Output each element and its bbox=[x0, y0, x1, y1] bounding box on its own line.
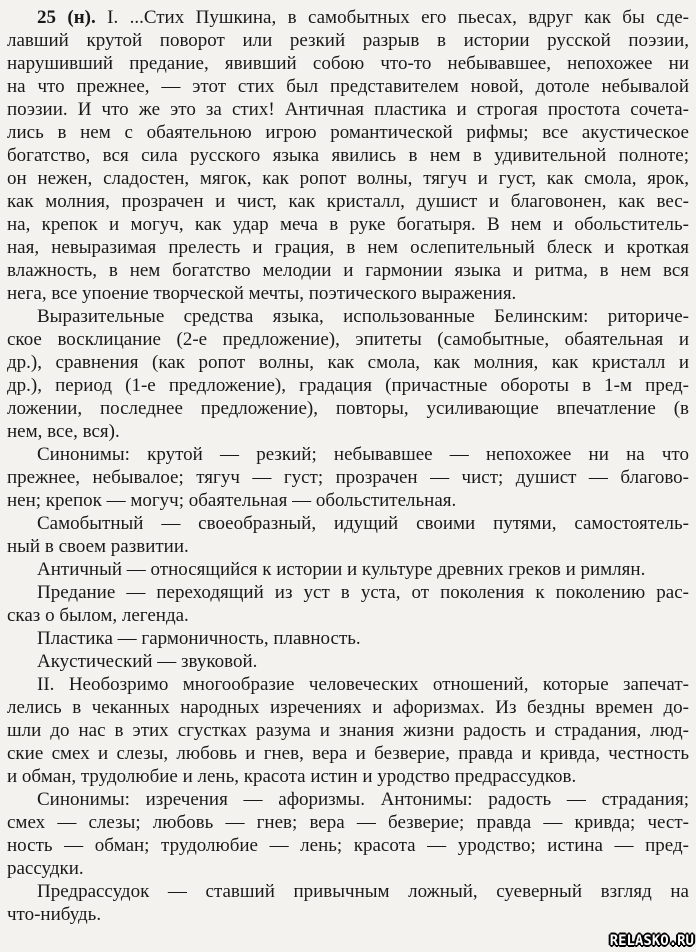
text-line: ские смех и слезы, любовь и гнев, вера и безверие, правда и кривда, честность bbox=[7, 743, 689, 764]
text-line: ность — обман; трудолюбие — лень; красота — уродство; истина — пред- bbox=[7, 835, 689, 856]
text-line: поэзии. И что же это за стих! Античная пластика и строгая простота сочета- bbox=[7, 99, 689, 120]
text-line-rest: I. ...Стих Пушкина, в самобытных его пьесах, вдруг как бы сде- bbox=[95, 7, 689, 28]
paragraph bbox=[7, 627, 689, 650]
text-line: смех — слезы; любовь — гнев; вера — безверие; правда — кривда; чест- bbox=[7, 812, 689, 833]
text-line: нарушивший предание, явивший собою что-то небывавшее, непохожее ни bbox=[7, 53, 689, 74]
text-line: ная, невыразимая прелесть и грация, в нем ослепительный блеск и кроткая bbox=[7, 237, 689, 258]
paragraph bbox=[7, 650, 689, 673]
text-line: Предание — переходящий из уст в уста, от поколения к поколению рас- bbox=[37, 582, 689, 603]
text-line: лавший крутой поворот или резкий разрыв в истории русской поэзии, bbox=[7, 30, 689, 51]
paragraph bbox=[7, 880, 689, 926]
paragraph bbox=[7, 305, 689, 443]
text-line: он нежен, сладостен, мягок, как ропот волны, тягуч и густ, как смола, ярок, bbox=[7, 168, 689, 189]
text-line: Выразительные средства языка, использованные Белинским: риториче- bbox=[37, 306, 689, 327]
text-line: как молния, прозрачен и чист, как кристалл, душист и благовонен, как вес- bbox=[7, 191, 689, 212]
paragraph bbox=[7, 581, 689, 627]
text-line: рассудки. bbox=[7, 858, 84, 879]
relasko-watermark: RELASKO.RU bbox=[609, 933, 694, 949]
paragraph bbox=[7, 6, 689, 305]
paragraph bbox=[7, 512, 689, 558]
text-line: Предрассудок — ставший привычным ложный, суеверный взгляд на bbox=[37, 881, 689, 902]
text-line: ный в своем развитии. bbox=[7, 536, 189, 557]
text-line: Самобытный — своеобразный, идущий своими путями, самостоятель- bbox=[37, 513, 689, 534]
paragraph bbox=[7, 788, 689, 880]
text-line: Античный — относящийся к истории и культуре древних греков и римлян. bbox=[37, 559, 646, 580]
text-line: что-нибудь. bbox=[7, 904, 102, 925]
exercise-text bbox=[7, 6, 689, 926]
text-line: сказ о былом, легенда. bbox=[7, 605, 189, 626]
text-line: нен; крепок — могуч; обаятельная — обольстительная. bbox=[7, 490, 457, 511]
text-line: ское восклицание (2-е предложение), эпитеты (самобытные, обаятельная и bbox=[7, 329, 689, 350]
text-line: Синонимы: крутой — резкий; небывавшее — непохожее ни на что bbox=[37, 444, 689, 465]
exercise-number: 25 (н). bbox=[37, 7, 96, 28]
paragraph bbox=[7, 558, 689, 581]
text-line: ложении, последнее предложение), повторы, усиливающие впечатление (в bbox=[7, 398, 689, 419]
text-line: II. Необозримо многообразие человеческих отношений, которые запечат- bbox=[37, 674, 689, 695]
text-line: Акустический — звуковой. bbox=[37, 651, 258, 672]
text-line: прежнее, небывалое; тягуч — густ; прозрачен — чист; душист — благово- bbox=[7, 467, 689, 488]
text-line: и обман, трудолюбие и лень, красота истин и уродство предрассудков. bbox=[7, 766, 577, 787]
text-line: на что прежнее, — этот стих был представителем новой, дотоле небывалой bbox=[7, 76, 689, 97]
text-line: шли до нас в этих сгустках разума и знания жизни радость и страдания, люд- bbox=[7, 720, 689, 741]
text-line: влажность, в нем богатство мелодии и гармонии языка и ритма, в нем вся bbox=[7, 260, 689, 281]
text-line: на, крепок и могуч, как удар меча в руке богатыря. В нем и обольститель- bbox=[7, 214, 689, 235]
text-line: лись в нем с обаятельною игрою романтической рифмы; все акустическое bbox=[7, 122, 689, 143]
text-line: Пластика — гармоничность, плавность. bbox=[37, 628, 361, 649]
text-line: лелись в чеканных народных изречениях и афоризмах. Из бездны времен до- bbox=[7, 697, 689, 718]
text-line: др.), период (1-е предложение), градация (причастные обороты в 1-м пред- bbox=[7, 375, 689, 396]
text-line: нега, все упоение творческой мечты, поэтического выражения. bbox=[7, 283, 517, 304]
text-line bbox=[7, 6, 689, 29]
paragraph bbox=[7, 443, 689, 512]
text-line: др.), сравнения (как ропот волны, как смола, как молния, как кристалл и bbox=[7, 352, 689, 373]
text-line: нем, все, вся). bbox=[7, 421, 120, 442]
paragraph bbox=[7, 673, 689, 788]
text-line: Синонимы: изречения — афоризмы. Антонимы: радость — страдания; bbox=[37, 789, 689, 810]
text-line: богатство, вся сила русского языка явились в нем в удивительной полноте; bbox=[7, 145, 689, 166]
